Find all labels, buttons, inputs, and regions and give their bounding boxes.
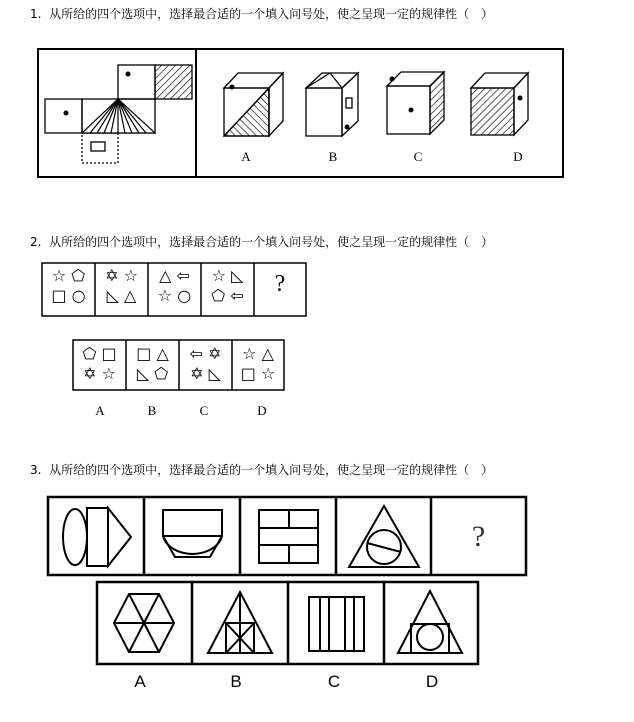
q3-seq-3-shape [259, 510, 318, 563]
q3-option-label-d[interactable]: D [425, 672, 439, 691]
symbol: ☆ [211, 266, 226, 285]
symbol: ☆ [157, 286, 173, 305]
symbol: ◺ [106, 286, 119, 305]
symbol: ⇦ [230, 286, 244, 305]
q3-option-label-a[interactable]: A [134, 672, 146, 691]
question-text: 从所给的四个选项中，选择最合适的一个填入问号处，使之呈现一定的规律性（ ） [49, 463, 494, 477]
q2-option-label-d[interactable]: D [257, 403, 267, 418]
symbol: □ [240, 364, 256, 383]
q3-seq-4-shape [349, 506, 419, 567]
q3-option-label-b[interactable]: B [230, 672, 242, 691]
symbol: ☆ [260, 364, 276, 383]
q3-question-mark: ? [471, 520, 486, 553]
symbol: □ [136, 344, 152, 363]
symbol: ⬠ [211, 286, 226, 305]
symbol: ◺ [231, 266, 244, 285]
symbol: ☆ [101, 364, 116, 383]
symbol: ○ [71, 286, 86, 305]
symbol: ◺ [136, 364, 150, 383]
symbol: □ [101, 344, 117, 363]
symbol: △ [159, 266, 172, 285]
q3-choice-a-shape [114, 594, 174, 652]
q2-question-mark: ? [274, 271, 286, 297]
question-number: 3. [30, 463, 42, 477]
q1-option-label-c[interactable]: C [413, 149, 423, 164]
symbol: ⬠ [154, 364, 169, 383]
q3-choice-c-shape [309, 597, 364, 651]
symbol: ◺ [208, 364, 221, 383]
q3-seq-2-shape [163, 510, 222, 557]
q2-option-label-c[interactable]: C [199, 403, 209, 418]
question-number: 2. [30, 235, 42, 249]
q3-option-label-c[interactable]: C [327, 672, 341, 691]
symbol: ✡ [83, 364, 97, 383]
symbol: ⇦ [176, 266, 190, 285]
symbol: △ [124, 286, 137, 305]
q1-option-label-a[interactable]: A [241, 149, 251, 164]
symbol: ☆ [51, 266, 67, 285]
question-text: 从所给的四个选项中，选择最合适的一个填入问号处，使之呈现一定的规律性（ ） [49, 235, 494, 249]
q2-option-label-a[interactable]: A [95, 403, 105, 418]
symbol: ☆ [123, 266, 138, 285]
question-number: 1. [30, 7, 42, 21]
symbol: △ [156, 344, 169, 363]
symbol: ✡ [208, 344, 222, 363]
q2-option-label-b[interactable]: B [147, 403, 157, 418]
symbol: ✡ [105, 266, 119, 285]
symbol: ⬠ [71, 266, 86, 285]
symbol: ☆ [242, 344, 257, 363]
symbol: ○ [177, 286, 192, 305]
q3-choice-b-shape [208, 592, 272, 653]
q1-option-label-b[interactable]: B [328, 149, 338, 164]
q1-option-label-d[interactable]: D [513, 149, 523, 164]
question-text: 从所给的四个选项中，选择最合适的一个填入问号处，使之呈现一定的规律性（ ） [49, 7, 494, 21]
q3-seq-1-shape [63, 508, 131, 566]
q3-choice-d-shape [398, 591, 462, 653]
symbol: △ [261, 344, 274, 363]
symbol: ⇦ [189, 344, 203, 363]
symbol: ✡ [190, 364, 204, 383]
symbol: □ [51, 286, 67, 305]
symbol: ⬠ [82, 344, 97, 363]
